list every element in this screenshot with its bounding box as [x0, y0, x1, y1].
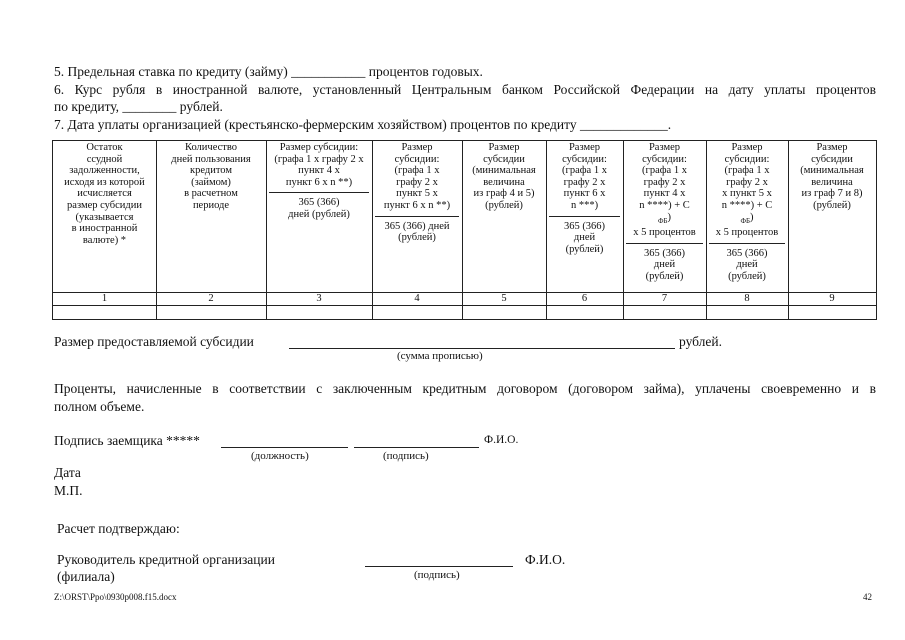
column-number: 3: [316, 293, 322, 304]
document-path: Z:\ORST\Ppo\0930p008.f15.docx: [54, 592, 177, 602]
subsidy-amount-label: Размер предоставляемой субсидии: [54, 334, 254, 349]
signature-blank[interactable]: [354, 447, 479, 448]
fraction-line: [709, 243, 785, 244]
header-col-1: Остаток ссудной задолженности, исходя из которой исчисляется размер субсидии (указывается в иностранной валюте) *: [64, 142, 145, 246]
bank-signature-blank[interactable]: [365, 566, 513, 567]
item-7-payment-date: 7. Дата уплаты организацией (крестьянско-фермерским хозяйством) процентов по кредиту _____________.: [54, 117, 672, 132]
borrower-fio: Ф.И.О.: [484, 434, 519, 446]
bank-signature-caption: (подпись): [414, 569, 460, 581]
column-number: 2: [208, 293, 214, 304]
position-caption: (должность): [251, 450, 309, 462]
amount-in-words-caption: (сумма прописью): [397, 350, 483, 362]
subsidy-table: [52, 140, 877, 320]
header-col-9: Размер субсидии (минимальная величина из граф 7 и 8) (рублей): [800, 142, 864, 211]
item-6-exchange-rate-cont: по кредиту, ________ рублей.: [54, 99, 223, 114]
position-blank[interactable]: [221, 447, 348, 448]
fraction-line: [626, 243, 703, 244]
header-col-3: Размер субсидии: (графа 1 x графу 2 x пункт 4 x пункт 6 x n **) 365 (366) дней (рублей): [266, 142, 372, 221]
header-col-2: Количество дней пользования кредитом (займом) в расчетном периоде: [171, 142, 251, 211]
bank-head-fio: Ф.И.О.: [525, 552, 566, 567]
subsidy-unit: рублей.: [679, 334, 723, 349]
column-number: 6: [581, 293, 588, 304]
column-number: 7: [661, 293, 668, 304]
fraction-line: [269, 192, 369, 193]
header-col-5: Размер субсидии (минимальная величина из граф 4 и 5) (рублей): [472, 142, 536, 211]
interest-paid-statement-cont: полном объеме.: [54, 399, 145, 414]
header-col-4: Размер субсидии: (графа 1 x графу 2 x пункт 5 x пункт 6 x n **) 365 (366) дней (рублей): [372, 142, 462, 244]
column-number: 9: [829, 293, 835, 304]
calculation-confirmed-label: Расчет подтверждаю:: [57, 521, 180, 536]
item-5-rate: 5. Предельная ставка по кредиту (займу) ___________ процентов годовых.: [54, 64, 483, 79]
header-col-6: Размер субсидии: (графа 1 x графу 2 x пункт 6 x n ***) 365 (366) дней (рублей): [546, 142, 623, 255]
fraction-line: [549, 216, 620, 217]
borrower-signature-label: Подпись заемщика *****: [54, 433, 200, 448]
header-col-7: Размер субсидии: (графа 1 x графу 2 x пункт 4 x n ****) + C $_{ФБ}$) x 5 процентов 365 (366) дней (рублей): [623, 142, 706, 283]
bank-branch-label: (филиала): [57, 569, 115, 584]
date-label: Дата: [54, 465, 81, 480]
column-number: 4: [414, 293, 420, 304]
fraction-line: [375, 216, 459, 217]
signature-caption: (подпись): [383, 450, 429, 462]
bank-head-label: Руководитель кредитной организации: [57, 552, 275, 567]
column-number: 5: [501, 293, 507, 304]
page-number: 42: [863, 592, 872, 602]
stamp-label: М.П.: [54, 483, 83, 498]
subsidy-amount-blank[interactable]: [289, 348, 675, 349]
interest-paid-statement: Проценты, начисленные в соответствии с заключенным кредитным договором (договором займа), уплачены своевременно и в: [54, 381, 876, 396]
column-number: 1: [101, 293, 108, 304]
header-col-8: Размер субсидии: (графа 1 x графу 2 x x пункт 5 x n ****) + C $_{ФБ}$) x 5 процентов 365 (366) дней (рублей): [706, 142, 788, 283]
column-number: 8: [744, 293, 750, 304]
item-6-exchange-rate: 6. Курс рубля в иностранной валюте, установленный Центральным банком Российской Федерации на дату уплаты процентов: [54, 82, 876, 97]
